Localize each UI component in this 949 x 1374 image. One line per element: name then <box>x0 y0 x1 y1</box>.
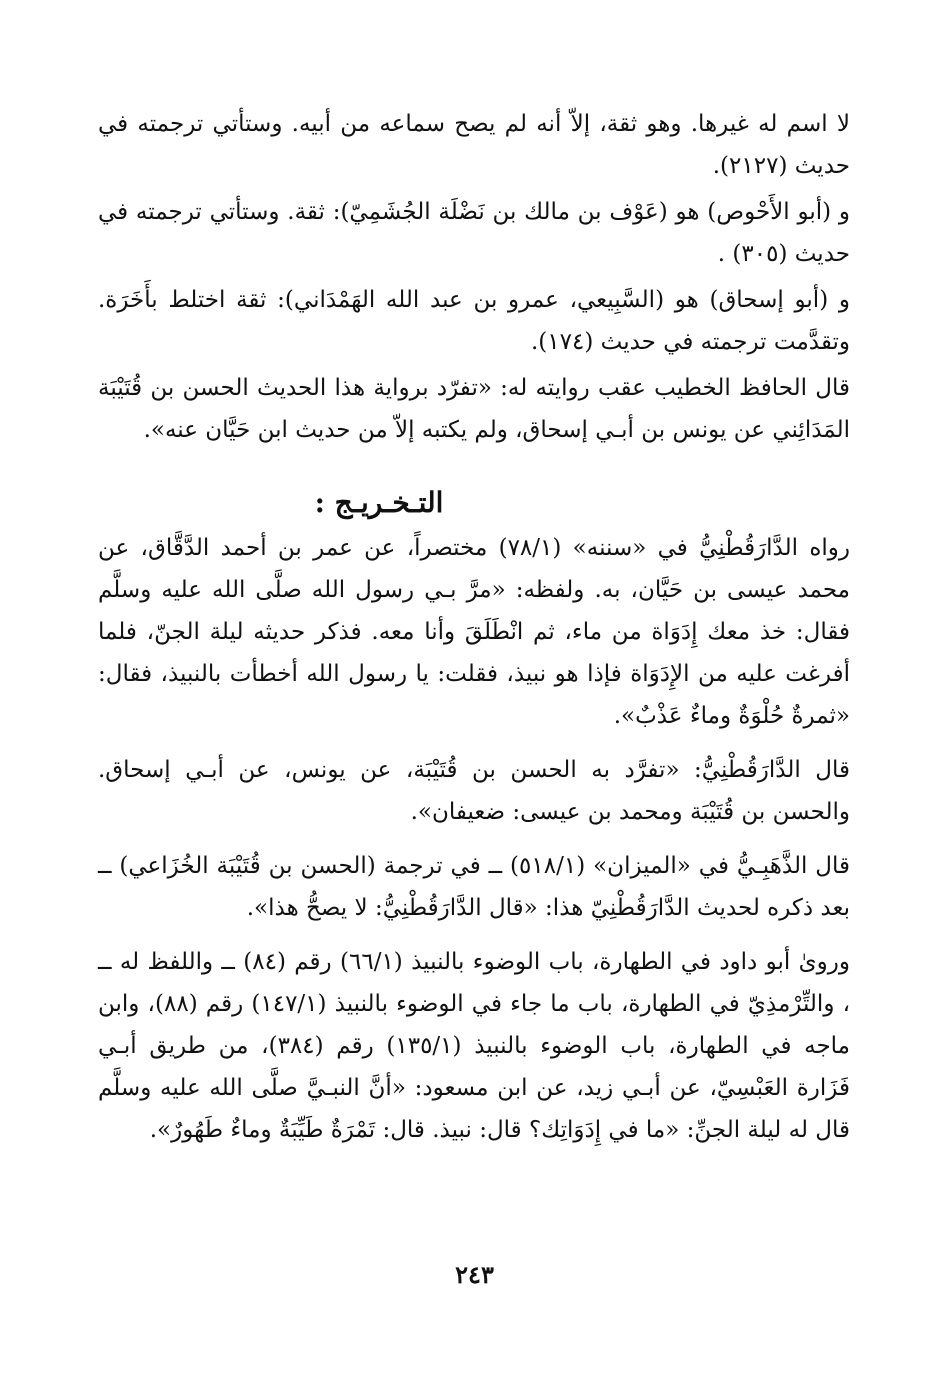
section-heading <box>98 481 850 525</box>
takhrij-paragraph-4: وروىٰ أبو داود في الطهارة، باب الوضوء بالنبيذ (٦٦/١) رقم (٨٤) ــ واللفظ له ــ ، والتِّرْمذِيّ في الطهارة، باب ما جاء في الوضوء بالنبيذ (١٤٧/١) رقم (٨٨)، وابن ماجه في الطهارة، باب الوضوء بالنبيذ (١٣٥/١) رقم (٣٨٤)، من طريق أبـي فَزَارة العَبْسِيّ، عن أبـي زيد، عن ابن مسعود: «أنَّ النبـيَّ صلَّى الله عليه وسلَّم قال له ليلة الجنِّ: «ما في إِدَوَاتِك؟ قال: نبيذ. قال: تَمْرَةٌ طَيِّبَةٌ وماءٌ طَهُورٌ». <box>98 949 851 1143</box>
body-paragraph-4: قال الحافظ الخطيب عقب روايته له: «تفرّد برواية هذا الحديث الحسن بن قُتَيْبَة المَدَائِني عن يونس بن أبـي إسحاق، ولم يكتبه إلاّ من حديث ابن حَيَّان عنه». <box>98 375 850 443</box>
body-paragraph-1: لا اسم له غيرها. وهو ثقة، إلاّ أنه لم يصح سماعه من أبيه. وستأتي ترجمته في حديث (٢١٢٧). <box>98 111 850 179</box>
takhrij-paragraph-3: قال الذَّهَبِـيُّ في «الميزان» (٥١٨/١) ــ في ترجمة (الحسن بن قُتَيْبَة الخُزَاعي) ــ بعد ذكره لحديث الدَّارَقُطْنِيّ هذا: «قال الدَّارَقُطْنِيُّ: لا يصحُّ هذا». <box>98 853 851 921</box>
takhrij-paragraph-2: قال الدَّارَقُطْنِيُّ: «تفرَّد به الحسن بن قُتَيْبَة، عن يونس، عن أبـي إسحاق. والحسن بن قُتَيْبَة ومحمد بن عيسى: ضعيفان». <box>98 757 850 825</box>
page-body <box>98 103 850 1151</box>
page-number: ٢٤٣ <box>455 1260 494 1289</box>
body-paragraph-2: و (أبو الأَحْوص) هو (عَوْف بن مالك بن نَضْلَة الجُشَمِيّ): ثقة. وستأتي ترجمته في حديث (٣٠٥) . <box>98 199 850 267</box>
body-paragraph-3: و (أبو إسحاق) هو (السَّبِيعي، عمرو بن عبد الله الهَمْدَاني): ثقة اختلط بأَخَرَة. وتقدَّمت ترجمته في حديث (١٧٤). <box>98 287 850 355</box>
section-heading-text: التـخـريـج : <box>314 486 444 519</box>
takhrij-paragraph-1: رواه الدَّارَقُطْنِيُّ في «سننه» (٧٨/١) مختصراً، عن عمر بن أحمد الدَّقَّاق، عن محمد عيسى بن حَيَّان، به. ولفظه: «مرَّ بـي رسول الله صلَّى الله عليه وسلَّم فقال: خذ معك إِدَوَاة من ماء، ثم انْطَلَقَ وأنا معه. فذكر حديثه ليلة الجنّ، فلما أفرغت عليه من الإِدَوَاة فإذا هو نبيذ، فقلت: يا رسول الله أخطأت بالنبيذ، فقال: «ثمرةٌ حُلْوَةٌ وماءٌ عَذْبٌ». <box>98 535 851 729</box>
